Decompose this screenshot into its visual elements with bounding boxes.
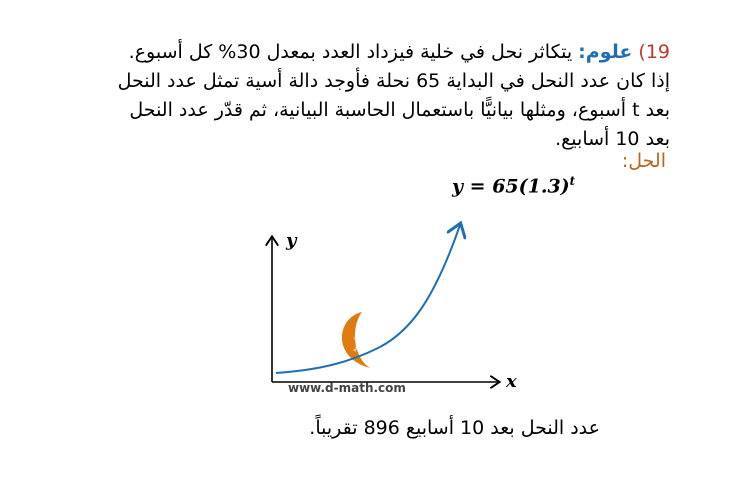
- exponential-formula: [452, 174, 575, 197]
- watermark-url: www.d-math.com: [288, 381, 406, 395]
- exponential-graph: [250, 220, 525, 405]
- y-axis-label: y: [286, 230, 297, 251]
- problem-body: يتكاثر نحل في خلية فيزداد العدد بمعدل 30% كل أسبوع. إذا كان عدد النحل في البداية 65 نحلة فأوجد دالة أسية تمثل عدد النحل بعد t أسبوع، ومثلها بيانيًّا باستعمال الحاسبة البيانية، ثم قدّر عدد النحل بعد 10 أسابيع.: [117, 41, 670, 150]
- problem-subject: علوم:: [578, 41, 633, 63]
- solution-label: الحل:: [621, 150, 666, 172]
- formula-base: y = 65(1.3): [452, 175, 570, 198]
- answer-text: عدد النحل بعد 10 أسابيع 896 تقريباً.: [309, 417, 600, 439]
- exponential-curve: [276, 225, 460, 373]
- problem-number: 19): [638, 41, 670, 63]
- problem-text: [110, 38, 670, 154]
- logo-text: الدبيبة: [351, 336, 361, 353]
- x-axis-label: x: [506, 371, 517, 392]
- formula-exponent: t: [569, 174, 576, 188]
